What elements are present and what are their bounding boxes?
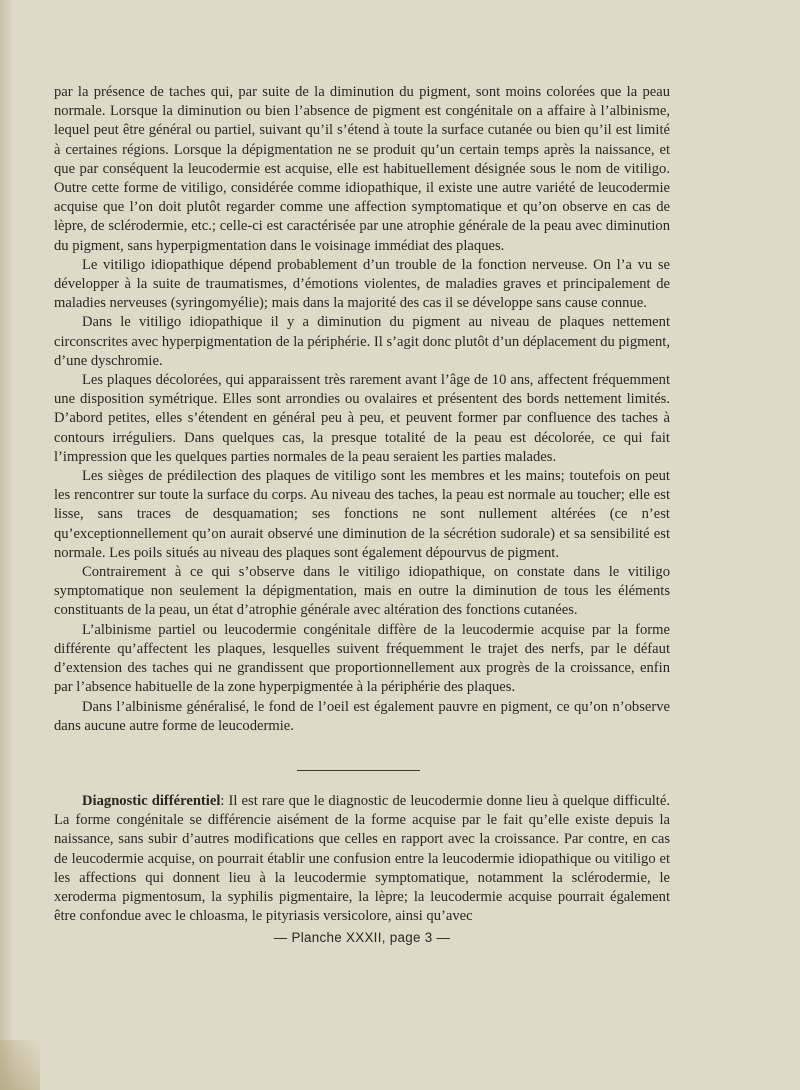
diagnostic-section <box>54 792 670 926</box>
paragraph-2: Le vitiligo idiopathique dépend probablement d’un trouble de la fonction nerveuse. On l’a vu se développer à la suite de traumatismes, d’émotions violentes, de maladies graves et principalement de maladies nerveuses (syringomyélie); mais dans la majorité des cas il se développe sans cause connue. <box>54 256 670 312</box>
page-corner-stain <box>0 1040 40 1090</box>
diagnostic-paragraph <box>54 792 670 926</box>
page-edge-shadow <box>0 0 14 1090</box>
diagnostic-heading: Diagnostic différentiel <box>82 793 221 809</box>
paragraph-4: Les plaques décolorées, qui apparaissent très rarement avant l’âge de 10 ans, affectent fréquemment une disposition symétrique. Elles sont arrondies ou ovalaires et présentent des bords nettement limités. D’abord petites, elles s’étendent en général peu à peu, et peuvent former par confluence des taches à contours irréguliers. Dans quelques cas, la presque totalité de la peau est décolorée, ce qui fait l’impression que les quelques parties normales de la peau seraient les parties malades. <box>54 372 670 465</box>
diagnostic-body: : Il est rare que le diagnostic de leucodermie donne lieu à quelque difficulté. La forme congénitale se différencie aisément de la forme acquise par le fait qu’elle existe depuis la naissance, sans subir d’autres modifications que celles en rapport avec la croissance. Par contre, en cas de leucodermie acquise, on pourrait établir une confusion entre la leucodermie idiopathique ou vitiligo et les affections qui donnent lieu à la leucodermie symptomatique, notamment la sclérodermie, le xeroderma pigmentosum, la syphilis pigmentaire, la lèpre; la leucodermie acquise pourrait également être confondue avec le chloasma, le pityriasis versicolore, ainsi qu’avec <box>54 793 670 925</box>
paragraph-5: Les sièges de prédilection des plaques de vitiligo sont les membres et les mains; toutefois on peut les rencontrer sur toute la surface du corps. Au niveau des taches, la peau est normale au toucher; elle est lisse, sans traces de desquamation; ses fonctions ne sont nullement altérées (ce n’est qu’exceptionnellement qu’on aurait observé une diminution de la sécrétion sudorale) et sa sensibilité est normale. Les poils situés au niveau des plaques sont également dépourvus de pigment. <box>54 468 670 561</box>
body-text <box>54 83 670 736</box>
paragraph-7: L’albinisme partiel ou leucodermie congénitale diffère de la leucodermie acquise par la forme différente qu’affectent les plaques, lesquelles suivent fréquemment le trajet des nerfs, par le défaut d’extension des taches qui ne grandissent que proportionnellement aux progrès de la croissance, enfin par l’absence habituelle de la zone hyperpigmentée à la périphérie des plaques. <box>54 621 670 696</box>
section-divider <box>297 770 420 771</box>
paragraph-1: par la présence de taches qui, par suite de la diminution du pigment, sont moins colorées que la peau normale. Lorsque la diminution ou bien l’absence de pigment est congénitale on a affaire à l’albinisme, lequel peut être général ou partiel, suivant qu’il s’étend à toute la surface cutanée ou bien qu’il est limité à certaines régions. Lorsque la dépigmentation ne se produit qu’un certain temps après la naissance, et que par conséquent la leucodermie est acquise, elle est habituellement désignée sous le nom de vitiligo. Outre cette forme de vitiligo, considérée comme idiopathique, il existe une autre variété de leucodermie acquise que l’on doit plutôt regarder comme une affection symptomatique et qu’on observe en cas de lèpre, de sclérodermie, etc.; celle-ci est caractérisée par une atrophie générale de la peau avec diminution du pigment, sans hyperpigmentation dans le voisinage immédiat des plaques. <box>54 84 670 254</box>
paragraph-6: Contrairement à ce qui s’observe dans le vitiligo idiopathique, on constate dans le vitiligo symptomatique non seulement la dépigmentation, mais en outre la diminution de tous les éléments constituants de la peau, un état d’atrophie générale avec altération des fonctions cutanées. <box>54 564 670 619</box>
paragraph-8: Dans l’albinisme généralisé, le fond de l’oeil est également pauvre en pigment, ce qu’on n’observe dans aucune autre forme de leucodermie. <box>54 698 670 734</box>
paragraph-3: Dans le vitiligo idiopathique il y a diminution du pigment au niveau de plaques nettement circonscrites avec hyperpigmentation de la périphérie. Il s’agit donc plutôt d’un déplacement du pigment, d’une dyschromie. <box>54 314 670 369</box>
page-footer: — Planche XXXII, page 3 — <box>273 930 451 945</box>
